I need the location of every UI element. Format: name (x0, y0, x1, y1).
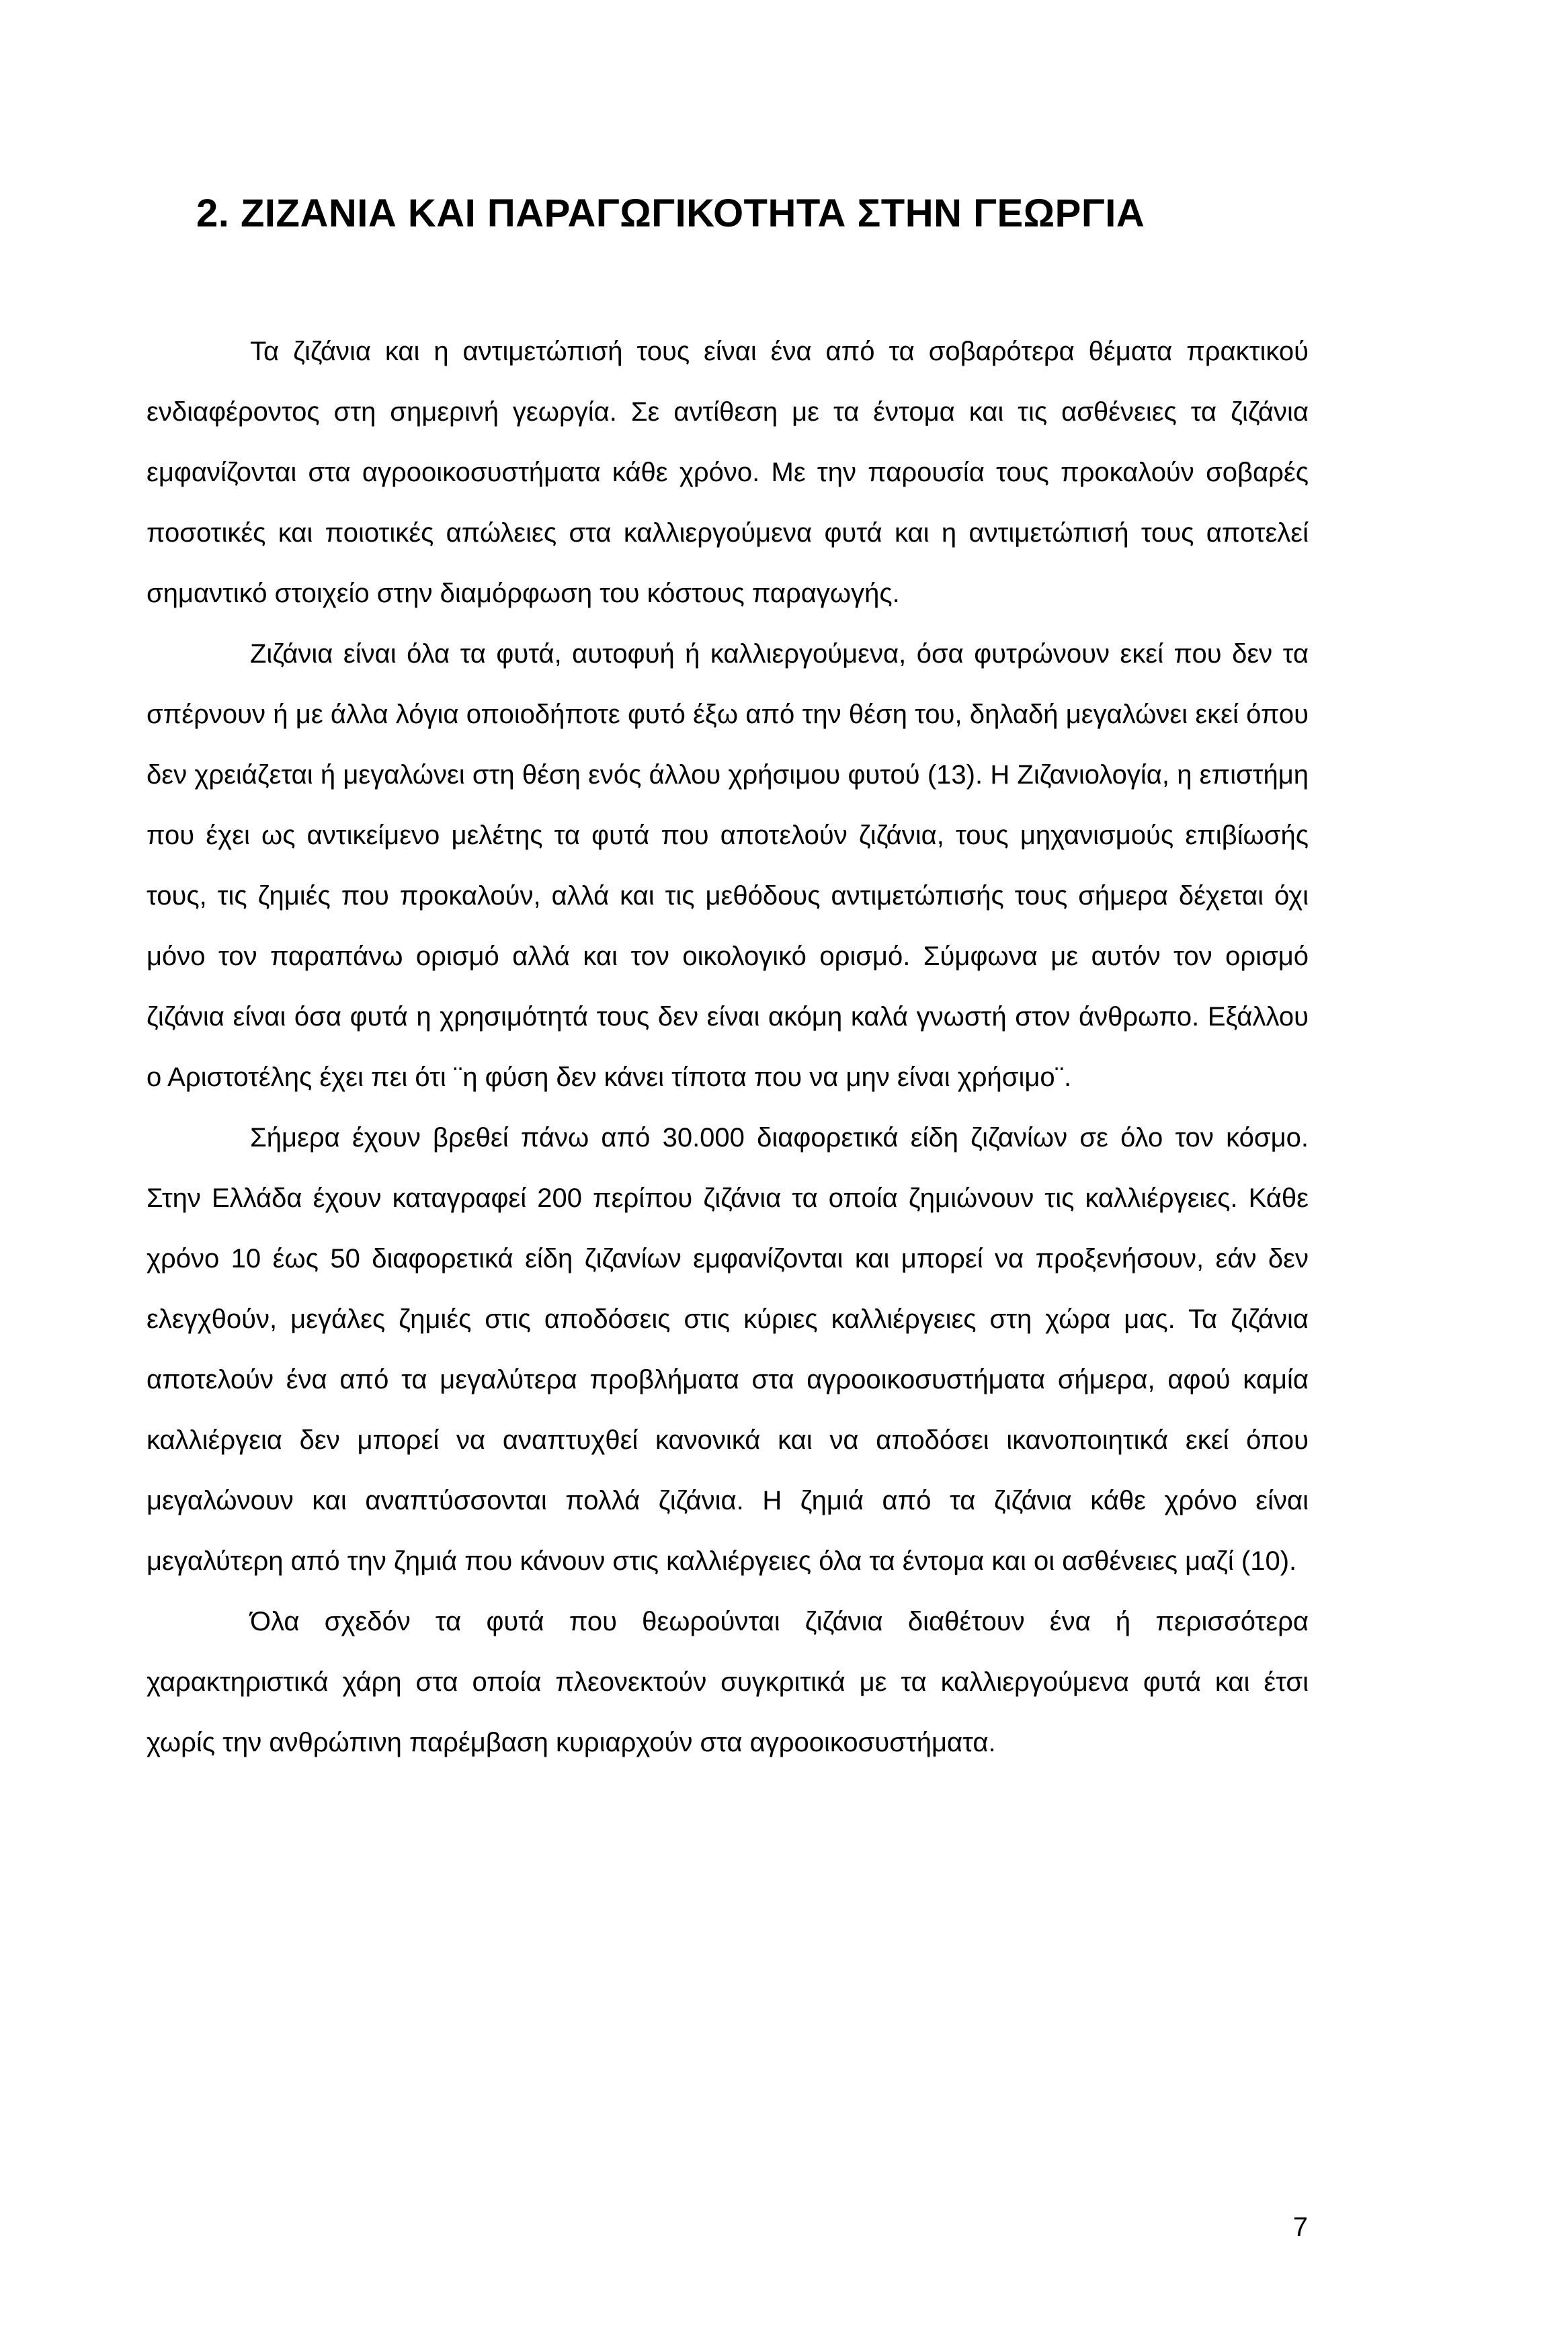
body-text (147, 321, 1309, 1773)
section-heading: 2. ΖΙΖΑΝΙΑ ΚΑΙ ΠΑΡΑΓΩΓΙΚΟΤΗΤΑ ΣΤΗΝ ΓΕΩΡΓΙΑ (196, 192, 1145, 235)
paragraph-definition: Ζιζάνια είναι όλα τα φυτά, αυτοφυή ή καλλιεργούμενα, όσα φυτρώνουν εκεί που δεν τα σπέρνουν ή με άλλα λόγια οποιοδήποτε φυτό έξω από την θέση του, δηλαδή μεγαλώνει εκεί όπου δεν χρειάζεται ή μεγαλώνει στη θέση ενός άλλου χρήσιμου φυτού (13). Η Ζιζανιολογία, η επιστήμη που έχει ως αντικείμενο μελέτης τα φυτά που αποτελούν ζιζάνια, τους μηχανισμούς επιβίωσής τους, τις ζημιές που προκαλούν, αλλά και τις μεθόδους αντιμετώπισής τους σήμερα δέχεται όχι μόνο τον παραπάνω ορισμό αλλά και τον οικολογικό ορισμό. Σύμφωνα με αυτόν τον ορισμό ζιζάνια είναι όσα φυτά η χρησιμότητά τους δεν είναι ακόμη καλά γνωστή στον άνθρωπο. Εξάλλου ο Αριστοτέλης έχει πει ότι ¨η φύση δεν κάνει τίποτα που να μην είναι χρήσιμο¨. (147, 639, 1309, 1092)
paragraph-intro: Τα ζιζάνια και η αντιμετώπισή τους είναι ένα από τα σοβαρότερα θέματα πρακτικού ενδιαφέροντος στη σημερινή γεωργία. Σε αντίθεση με τα έντομα και τις ασθένειες τα ζιζάνια εμφανίζονται στα αγροοικοσυστήματα κάθε χρόνο. Με την παρουσία τους προκαλούν σοβαρές ποσοτικές και ποιοτικές απώλειες στα καλλιεργούμενα φυτά και η αντιμετώπισή τους αποτελεί σημαντικό στοιχείο στην διαμόρφωση του κόστους παραγωγής. (147, 337, 1309, 608)
page-number: 7 (1292, 2212, 1308, 2242)
paragraph-characteristics: Όλα σχεδόν τα φυτά που θεωρούνται ζιζάνια διαθέτουν ένα ή περισσότερα χαρακτηριστικά χάρη στα οποία πλεονεκτούν συγκριτικά με τα καλλιεργούμενα φυτά και έτσι χωρίς την ανθρώπινη παρέμβαση κυριαρχούν στα αγροοικοσυστήματα. (147, 1607, 1309, 1757)
paragraph-statistics: Σήμερα έχουν βρεθεί πάνω από 30.000 διαφορετικά είδη ζιζανίων σε όλο τον κόσμο. Στην Ελλάδα έχουν καταγραφεί 200 περίπου ζιζάνια τα οποία ζημιώνουν τις καλλιέργειες. Κάθε χρόνο 10 έως 50 διαφορετικά είδη ζιζανίων εμφανίζονται και μπορεί να προξενήσουν, εάν δεν ελεγχθούν, μεγάλες ζημιές στις αποδόσεις στις κύριες καλλιέργειες στη χώρα μας. Τα ζιζάνια αποτελούν ένα από τα μεγαλύτερα προβλήματα στα αγροοικοσυστήματα σήμερα, αφού καμία καλλιέργεια δεν μπορεί να αναπτυχθεί κανονικά και να αποδόσει ικανοποιητικά εκεί όπου μεγαλώνουν και αναπτύσσονται πολλά ζιζάνια. Η ζημιά από τα ζιζάνια κάθε χρόνο είναι μεγαλύτερη από την ζημιά που κάνουν στις καλλιέργειες όλα τα έντομα και οι ασθένειες μαζί (10). (147, 1123, 1309, 1576)
